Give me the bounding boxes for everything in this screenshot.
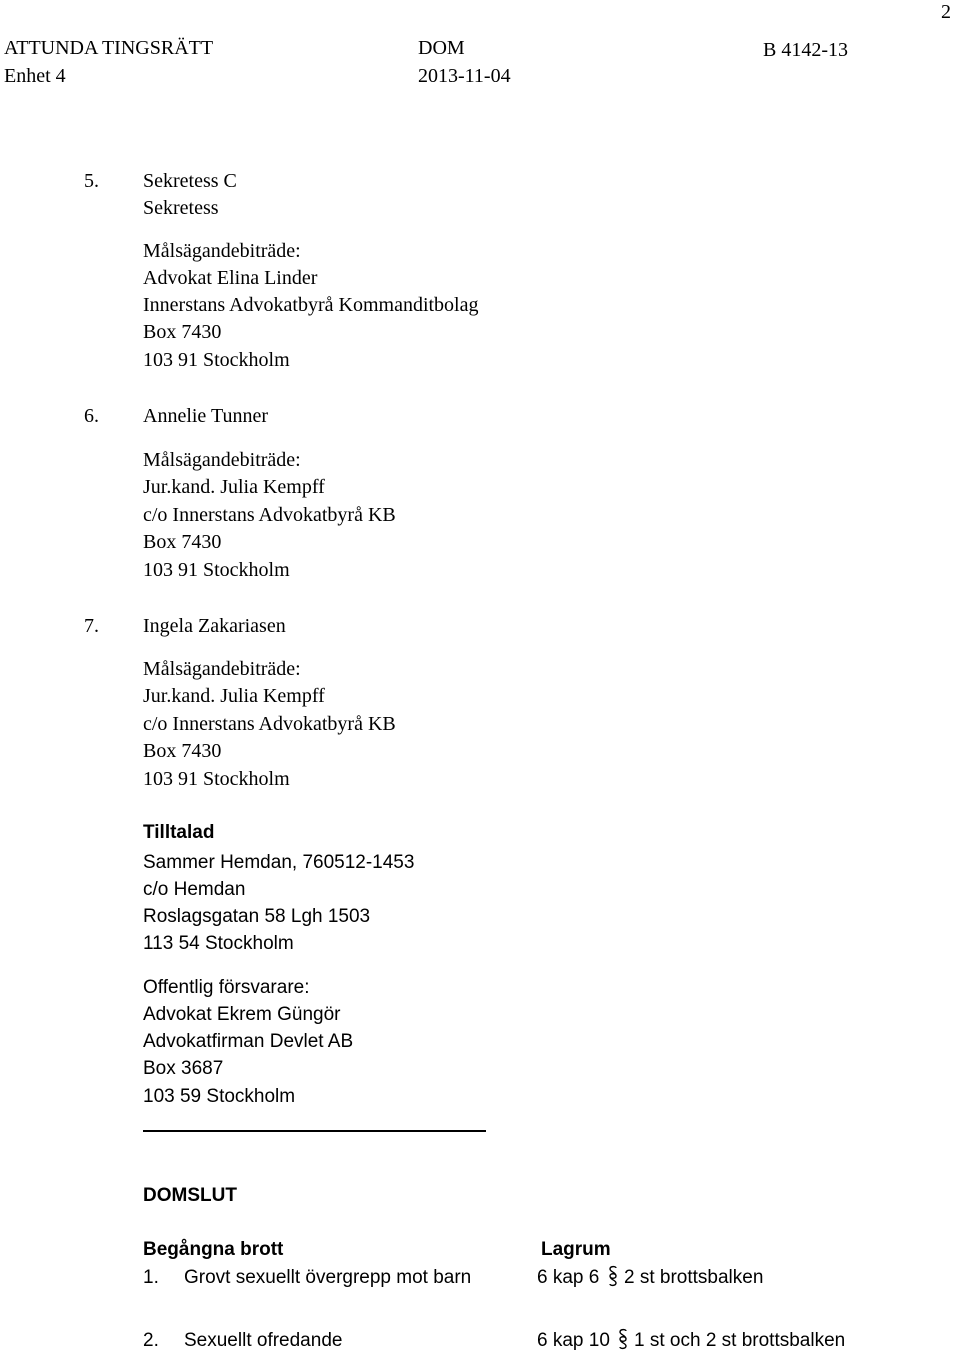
case-number: B 4142-13 bbox=[763, 39, 848, 61]
document-date: 2013-11-04 bbox=[418, 65, 511, 87]
counsel-line: c/o Innerstans Advokatbyrå KB bbox=[143, 713, 396, 735]
counsel-line: Jur.kand. Julia Kempff bbox=[143, 685, 325, 707]
counsel-line: c/o Innerstans Advokatbyrå KB bbox=[143, 504, 396, 526]
law-column-header: Lagrum bbox=[541, 1239, 611, 1260]
row-number: 1. bbox=[143, 1267, 159, 1288]
defendant-line: Roslagsgatan 58 Lgh 1503 bbox=[143, 906, 371, 927]
defense-counsel-line: Advokatfirman Devlet AB bbox=[143, 1031, 354, 1052]
section-sign-icon bbox=[608, 1265, 618, 1287]
defense-counsel-label: Offentlig försvarare: bbox=[143, 977, 310, 998]
defense-counsel-line: Box 3687 bbox=[143, 1058, 224, 1079]
counsel-line: 103 91 Stockholm bbox=[143, 768, 290, 790]
counsel-line: Box 7430 bbox=[143, 531, 222, 553]
court-name: ATTUNDA TINGSRÄTT bbox=[4, 37, 214, 59]
verdict-heading: DOMSLUT bbox=[143, 1185, 237, 1206]
crime-column-header: Begångna brott bbox=[143, 1239, 284, 1260]
section-divider bbox=[143, 1130, 486, 1132]
party-number: 7. bbox=[84, 615, 99, 637]
defendant-heading: Tilltalad bbox=[143, 822, 215, 843]
counsel-line: Box 7430 bbox=[143, 321, 222, 343]
party-name: Ingela Zakariasen bbox=[143, 615, 286, 637]
counsel-line: Box 7430 bbox=[143, 740, 222, 762]
party-number: 5. bbox=[84, 170, 99, 192]
counsel-line: Jur.kand. Julia Kempff bbox=[143, 476, 325, 498]
counsel-line: Advokat Elina Linder bbox=[143, 267, 318, 289]
crime-name: Grovt sexuellt övergrepp mot barn bbox=[184, 1267, 472, 1288]
law-paragraph: 1 st och 2 st brottsbalken bbox=[634, 1330, 846, 1351]
counsel-label: Målsägandebiträde: bbox=[143, 658, 301, 680]
crime-name: Sexuellt ofredande bbox=[184, 1330, 343, 1351]
party-name: Sekretess C bbox=[143, 170, 237, 192]
counsel-line: 103 91 Stockholm bbox=[143, 349, 290, 371]
row-number: 2. bbox=[143, 1330, 159, 1351]
counsel-line: Innerstans Advokatbyrå Kommanditbolag bbox=[143, 294, 479, 316]
law-paragraph: 2 st brottsbalken bbox=[624, 1267, 764, 1288]
party-number: 6. bbox=[84, 405, 99, 427]
defendant-line: Sammer Hemdan, 760512-1453 bbox=[143, 852, 415, 873]
defense-counsel-line: Advokat Ekrem Güngör bbox=[143, 1004, 341, 1025]
document-type: DOM bbox=[418, 37, 465, 59]
defendant-line: 113 54 Stockholm bbox=[143, 933, 294, 954]
court-unit: Enhet 4 bbox=[4, 65, 66, 87]
defendant-line: c/o Hemdan bbox=[143, 879, 246, 900]
counsel-label: Målsägandebiträde: bbox=[143, 240, 301, 262]
party-detail: Sekretess bbox=[143, 197, 219, 219]
counsel-label: Målsägandebiträde: bbox=[143, 449, 301, 471]
counsel-line: 103 91 Stockholm bbox=[143, 559, 290, 581]
section-sign-icon bbox=[618, 1328, 628, 1350]
page-number: 2 bbox=[941, 1, 951, 23]
defense-counsel-line: 103 59 Stockholm bbox=[143, 1086, 296, 1107]
party-name: Annelie Tunner bbox=[143, 405, 268, 427]
law-chapter: 6 kap 10 bbox=[537, 1330, 610, 1351]
law-chapter: 6 kap 6 bbox=[537, 1267, 600, 1288]
